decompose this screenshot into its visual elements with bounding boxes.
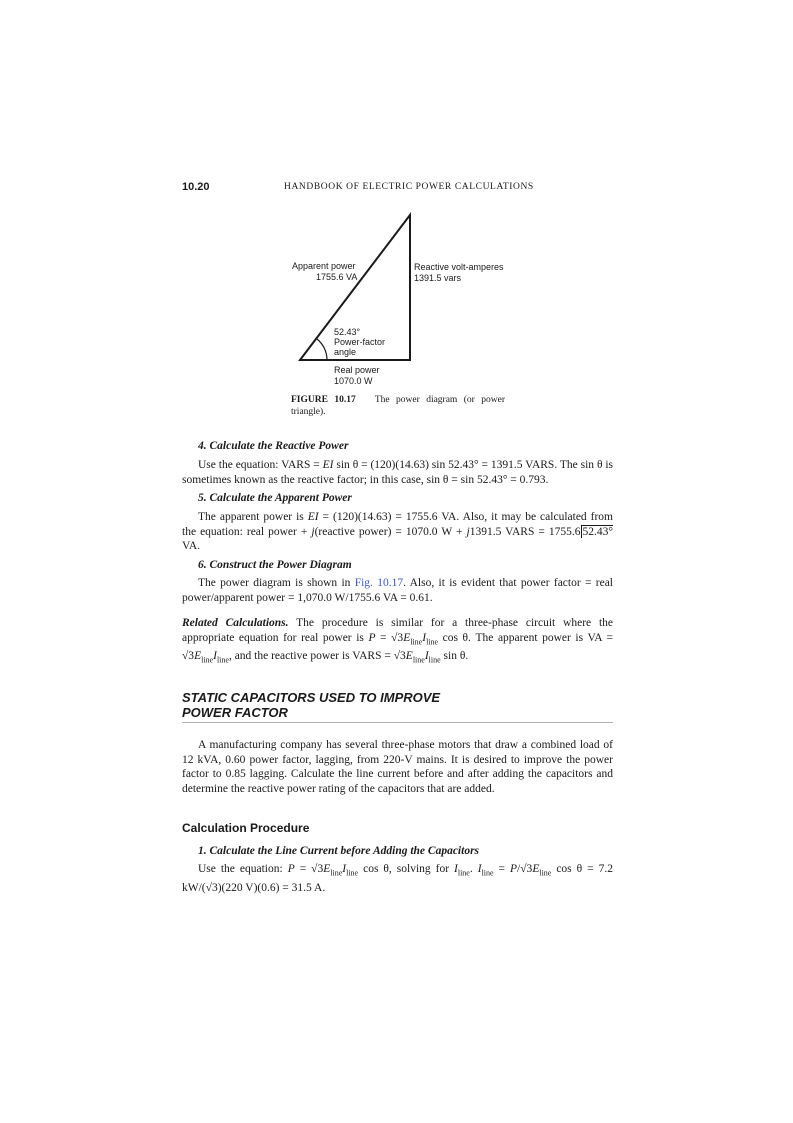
step-5-heading: 5. Calculate the Apparent Power (198, 492, 352, 504)
figure-link[interactable]: Fig. 10.17 (354, 577, 404, 589)
step-6-paragraph: The power diagram is shown in Fig. 10.17. Also, it is evident that power factor = real power/apparent power = 1,070.0 W/1755.6 VA = 0.61. (182, 577, 613, 604)
power-triangle-figure (280, 205, 520, 390)
angle-caption-2: angle (334, 347, 357, 357)
angle-caption-1: Power-factor (334, 337, 386, 347)
real-power-label: Real power (334, 365, 380, 375)
reactive-power-value: 1391.5 vars (414, 273, 462, 283)
procedure-step-1-paragraph: Use the equation: $P = √3E_{line}I_{line}$ cos θ, solving for $I_{line}$. $I_{line} = P/√3E_{line}$ cos θ = 7.2 kW/(√3)(220 V)(0.6) = 31.5 A. (182, 863, 613, 894)
running-title: HANDBOOK OF ELECTRIC POWER CALCULATIONS (284, 182, 534, 192)
step-5-paragraph: The apparent power is EI = (120)(14.63) = 1755.6 VA. Also, it may be calculated from the equation: real power + j(reactive power) = 1070.0 W + j1391.5 VARS = 1755.6 52.43° VA. (182, 511, 613, 552)
figure-caption-number: FIGURE 10.17 (291, 395, 356, 405)
step-4-paragraph: Use the equation: VARS = EI sin θ = (120)(14.63) sin 52.43° = 1391.5 VARS. The sin θ is sometimes known as the reactive factor; in this case, sin θ = sin 52.43° = 0.793. (182, 459, 614, 486)
reactive-power-label: Reactive volt-amperes (414, 262, 504, 272)
real-power-value: 1070.0 W (334, 376, 373, 386)
apparent-power-value: 1755.6 VA (316, 272, 358, 282)
related-calculations-paragraph: Related Calculations. The procedure is similar for a three-phase circuit where the appropriate equation for real power is $P = √3E_{line}I_{line}$ cos θ. The apparent power is VA = $√3E_{line}I_{line}$, and the reactive power is VARS = $√3E_{line}I_{line}$ sin θ. (182, 617, 614, 665)
angle-value: 52.43° (334, 327, 361, 337)
section-intro-paragraph: A manufacturing company has several three-phase motors that draw a combined load of 12 kVA, 0.60 power factor, lagging, from 220-V mains. It is desired to improve the power factor to 0.85 lagging. Calculate the line current before and after adding the capacitors and determine the reactive power rating of the capacitors that are added. (182, 739, 613, 795)
section-title: STATIC CAPACITORS USED TO IMPROVE POWER FACTOR (182, 690, 613, 723)
angle-notation: 52.43° (582, 525, 613, 538)
calculation-procedure-heading: Calculation Procedure (182, 821, 310, 835)
figure-caption (291, 394, 505, 418)
step-4-heading: 4. Calculate the Reactive Power (198, 440, 349, 452)
related-calculations-heading: Related Calculations. (182, 617, 289, 629)
page-number: 10.20 (182, 181, 210, 193)
figure-caption-text: The power diagram (or power triangle). (291, 395, 505, 417)
step-6-heading: 6. Construct the Power Diagram (198, 559, 352, 571)
apparent-power-label: Apparent power (292, 261, 356, 271)
angle-arc (317, 339, 327, 360)
procedure-step-1-heading: 1. Calculate the Line Current before Adding the Capacitors (198, 845, 480, 857)
